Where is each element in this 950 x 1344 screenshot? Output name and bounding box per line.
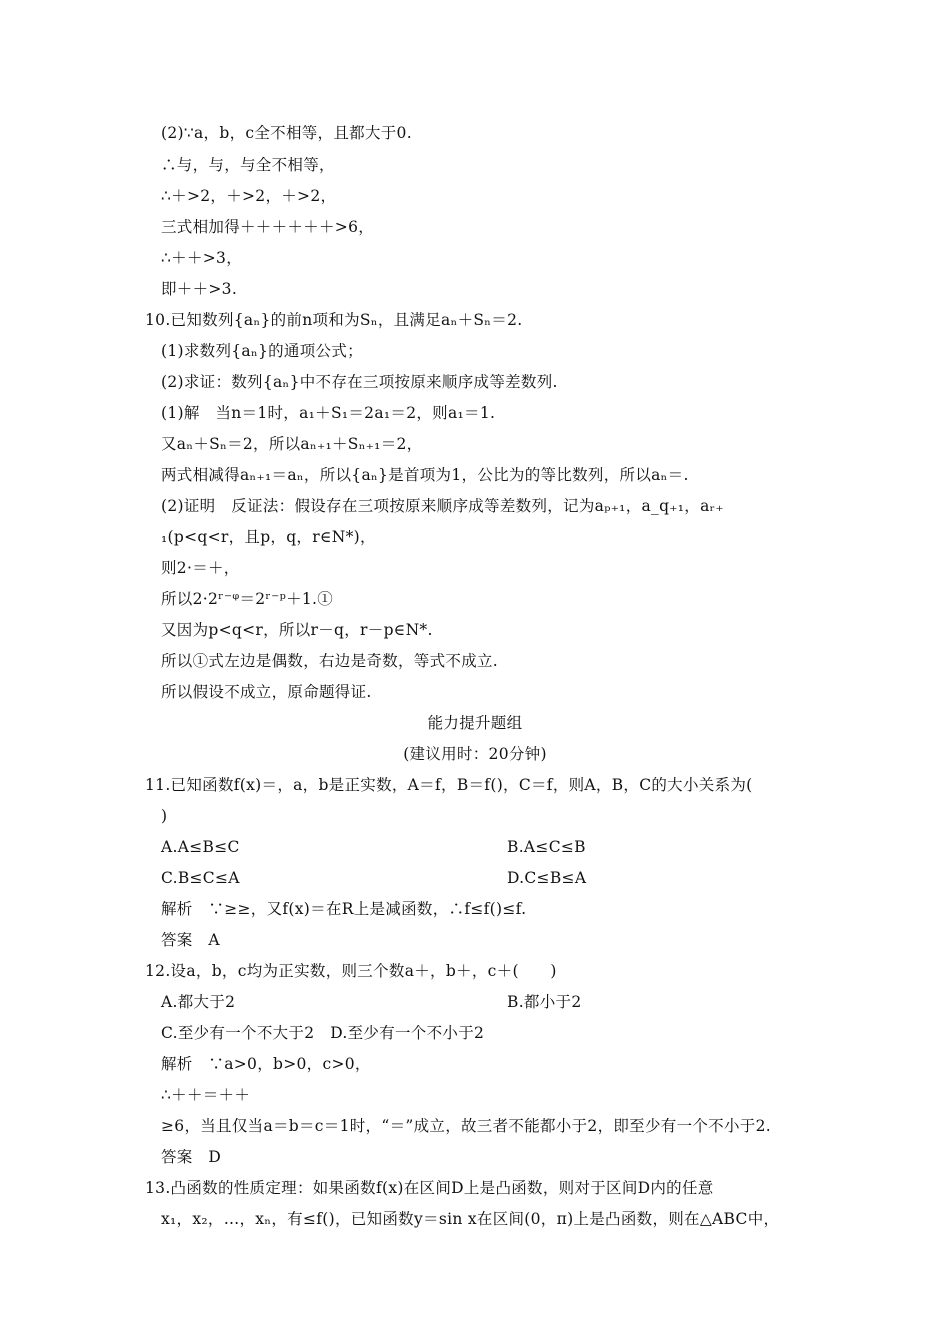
text-line: 即＋＋>3. <box>161 280 238 298</box>
text-line: (1)解 当n＝1时，a₁＋S₁＝2a₁＝2，则a₁＝1. <box>161 404 496 422</box>
answer-line: 答案 A <box>161 931 220 949</box>
text-line: x₁，x₂，…，xₙ，有≤f()，已知函数y＝sin x在区间(0，π)上是凸函数，则在△ABC中， <box>161 1210 780 1228</box>
text-line: 两式相减得aₙ₊₁＝aₙ，所以{aₙ}是首项为1，公比为的等比数列，所以aₙ＝. <box>161 466 689 484</box>
text-line: (2)证明 反证法：假设存在三项按原来顺序成等差数列，记为aₚ₊₁，a_q₊₁，aᵣ₊ <box>161 497 724 515</box>
section-subheading: (建议用时：20分钟) <box>403 745 547 763</box>
question-12: 12.设a，b，c均为正实数，则三个数a＋，b＋，c＋( ) <box>145 962 557 980</box>
option-d: D.C≤B≤A <box>507 869 587 887</box>
text-line: 又因为p<q<r，所以r－q，r－p∈N*. <box>161 621 433 639</box>
option-b: B.都小于2 <box>507 993 582 1011</box>
text-line: 又aₙ＋Sₙ＝2，所以aₙ₊₁＋Sₙ₊₁＝2， <box>161 435 423 453</box>
text-line: ∴与，与，与全不相等， <box>161 156 335 174</box>
option-b: B.A≤C≤B <box>507 838 586 856</box>
text-line: 所以①式左边是偶数，右边是奇数，等式不成立. <box>161 652 499 670</box>
section-heading: 能力提升题组 <box>427 714 523 732</box>
text-line: ) <box>161 807 168 825</box>
text-line: 三式相加得＋＋＋＋＋＋>6， <box>161 218 375 236</box>
text-line: 所以假设不成立，原命题得证. <box>161 683 372 701</box>
text-line: ∴＋＋>3， <box>161 249 243 267</box>
option-c-d: C.至少有一个不大于2 D.至少有一个不小于2 <box>161 1024 485 1042</box>
analysis-line: 解析 ∵a>0，b>0，c>0， <box>161 1055 371 1073</box>
text-line: 所以2·2ʳ⁻ᵠ＝2ʳ⁻ᵖ＋1.① <box>161 590 334 608</box>
text-line: ₁(p<q<r，且p，q，r∈N*)， <box>161 528 376 546</box>
text-line: (1)求数列{aₙ}的通项公式； <box>161 342 363 360</box>
text-line: 则2·＝＋， <box>161 559 240 577</box>
text-line: ∴＋>2，＋>2，＋>2， <box>161 187 337 205</box>
analysis-line: 解析 ∵≥≥，又f(x)＝在R上是减函数，∴f≤f()≤f. <box>161 900 527 918</box>
text-line: ∴＋＋＝＋＋ <box>161 1086 251 1104</box>
text-line: (2)∵a，b，c全不相等，且都大于0. <box>161 124 412 142</box>
option-c: C.B≤C≤A <box>161 869 240 887</box>
question-10: 10.已知数列{aₙ}的前n项和为Sₙ，且满足aₙ＋Sₙ＝2. <box>145 311 523 329</box>
question-11: 11.已知函数f(x)＝，a，b是正实数，A＝f，B＝f()，C＝f，则A，B，C的大小关系为( <box>145 776 753 794</box>
option-a: A.都大于2 <box>161 993 236 1011</box>
text-line: ≥6，当且仅当a＝b＝c＝1时，“＝”成立，故三者不能都小于2，即至少有一个不小于2. <box>161 1117 771 1135</box>
option-a: A.A≤B≤C <box>161 838 240 856</box>
question-13: 13.凸函数的性质定理：如果函数f(x)在区间D上是凸函数，则对于区间D内的任意 <box>145 1179 714 1197</box>
text-line: (2)求证：数列{aₙ}中不存在三项按原来顺序成等差数列. <box>161 373 558 391</box>
answer-line: 答案 D <box>161 1148 222 1166</box>
